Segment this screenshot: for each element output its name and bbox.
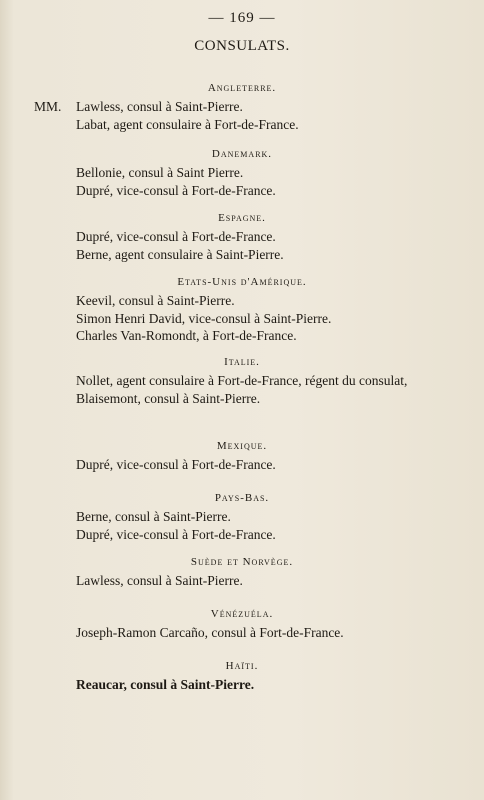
section-heading: Pays-Bas. xyxy=(214,492,270,504)
consul-entry: Blaisemont, consul à Saint-Pierre. xyxy=(76,390,261,406)
section-italie xyxy=(0,352,484,407)
consul-entry: Joseph-Ramon Carcaño, consul à Fort-de-France. xyxy=(76,625,344,640)
page-number: — 169 — xyxy=(208,10,276,26)
section-venezuela xyxy=(0,604,484,642)
consul-entry: Berne, agent consulaire à Saint-Pierre. xyxy=(76,246,284,262)
consul-entry: Labat, agent consulaire à Fort-de-France. xyxy=(76,116,299,132)
section-haiti xyxy=(0,656,484,694)
section-espagne xyxy=(0,208,484,263)
section-mexique xyxy=(0,436,484,474)
consul-entry: Reaucar, consul à Saint-Pierre. xyxy=(76,677,255,692)
section-pays-bas xyxy=(0,488,484,543)
consul-entry: Lawless, consul à Saint-Pierre. xyxy=(76,573,243,588)
consul-entry: Dupré, vice-consul à Fort-de-France. xyxy=(76,526,276,542)
section-heading: Suède et Norvège. xyxy=(190,556,294,568)
consul-entry: Lawless, consul à Saint-Pierre. xyxy=(76,99,243,114)
section-heading: Mexique. xyxy=(216,440,268,452)
section-danemark xyxy=(0,144,484,199)
section-heading: Italie. xyxy=(224,356,260,368)
consul-entry: Dupré, vice-consul à Fort-de-France. xyxy=(76,229,276,244)
section-heading: Angleterre. xyxy=(207,82,277,94)
consul-entry: Charles Van-Romondt, à Fort-de-France. xyxy=(76,328,297,343)
consul-entry: Keevil, consul à Saint-Pierre. xyxy=(76,293,235,308)
consul-entry: Simon Henri David, vice-consul à Saint-Pierre. xyxy=(76,310,332,326)
consul-entry: Bellonie, consul à Saint Pierre. xyxy=(76,165,244,180)
section-suede-norvege xyxy=(0,552,484,590)
section-heading: Vénézuéla. xyxy=(210,608,274,620)
section-heading: Etats-Unis d'Amérique. xyxy=(177,276,307,288)
section-heading: Danemark. xyxy=(211,148,273,160)
section-heading: Espagne. xyxy=(218,212,266,224)
consul-entry: Dupré, vice-consul à Fort-de-France. xyxy=(76,457,276,472)
consul-entry: Berne, consul à Saint-Pierre. xyxy=(76,509,231,524)
section-angleterre xyxy=(0,78,484,133)
messieurs-prefix: MM. xyxy=(34,99,62,114)
consul-entry: Dupré, vice-consul à Fort-de-France. xyxy=(76,182,276,198)
section-heading: Haïti. xyxy=(225,660,259,672)
page-title: CONSULATS. xyxy=(194,38,290,54)
section-etats-unis xyxy=(0,272,484,345)
consul-entry: Nollet, agent consulaire à Fort-de-France, régent du consulat, xyxy=(76,373,408,388)
